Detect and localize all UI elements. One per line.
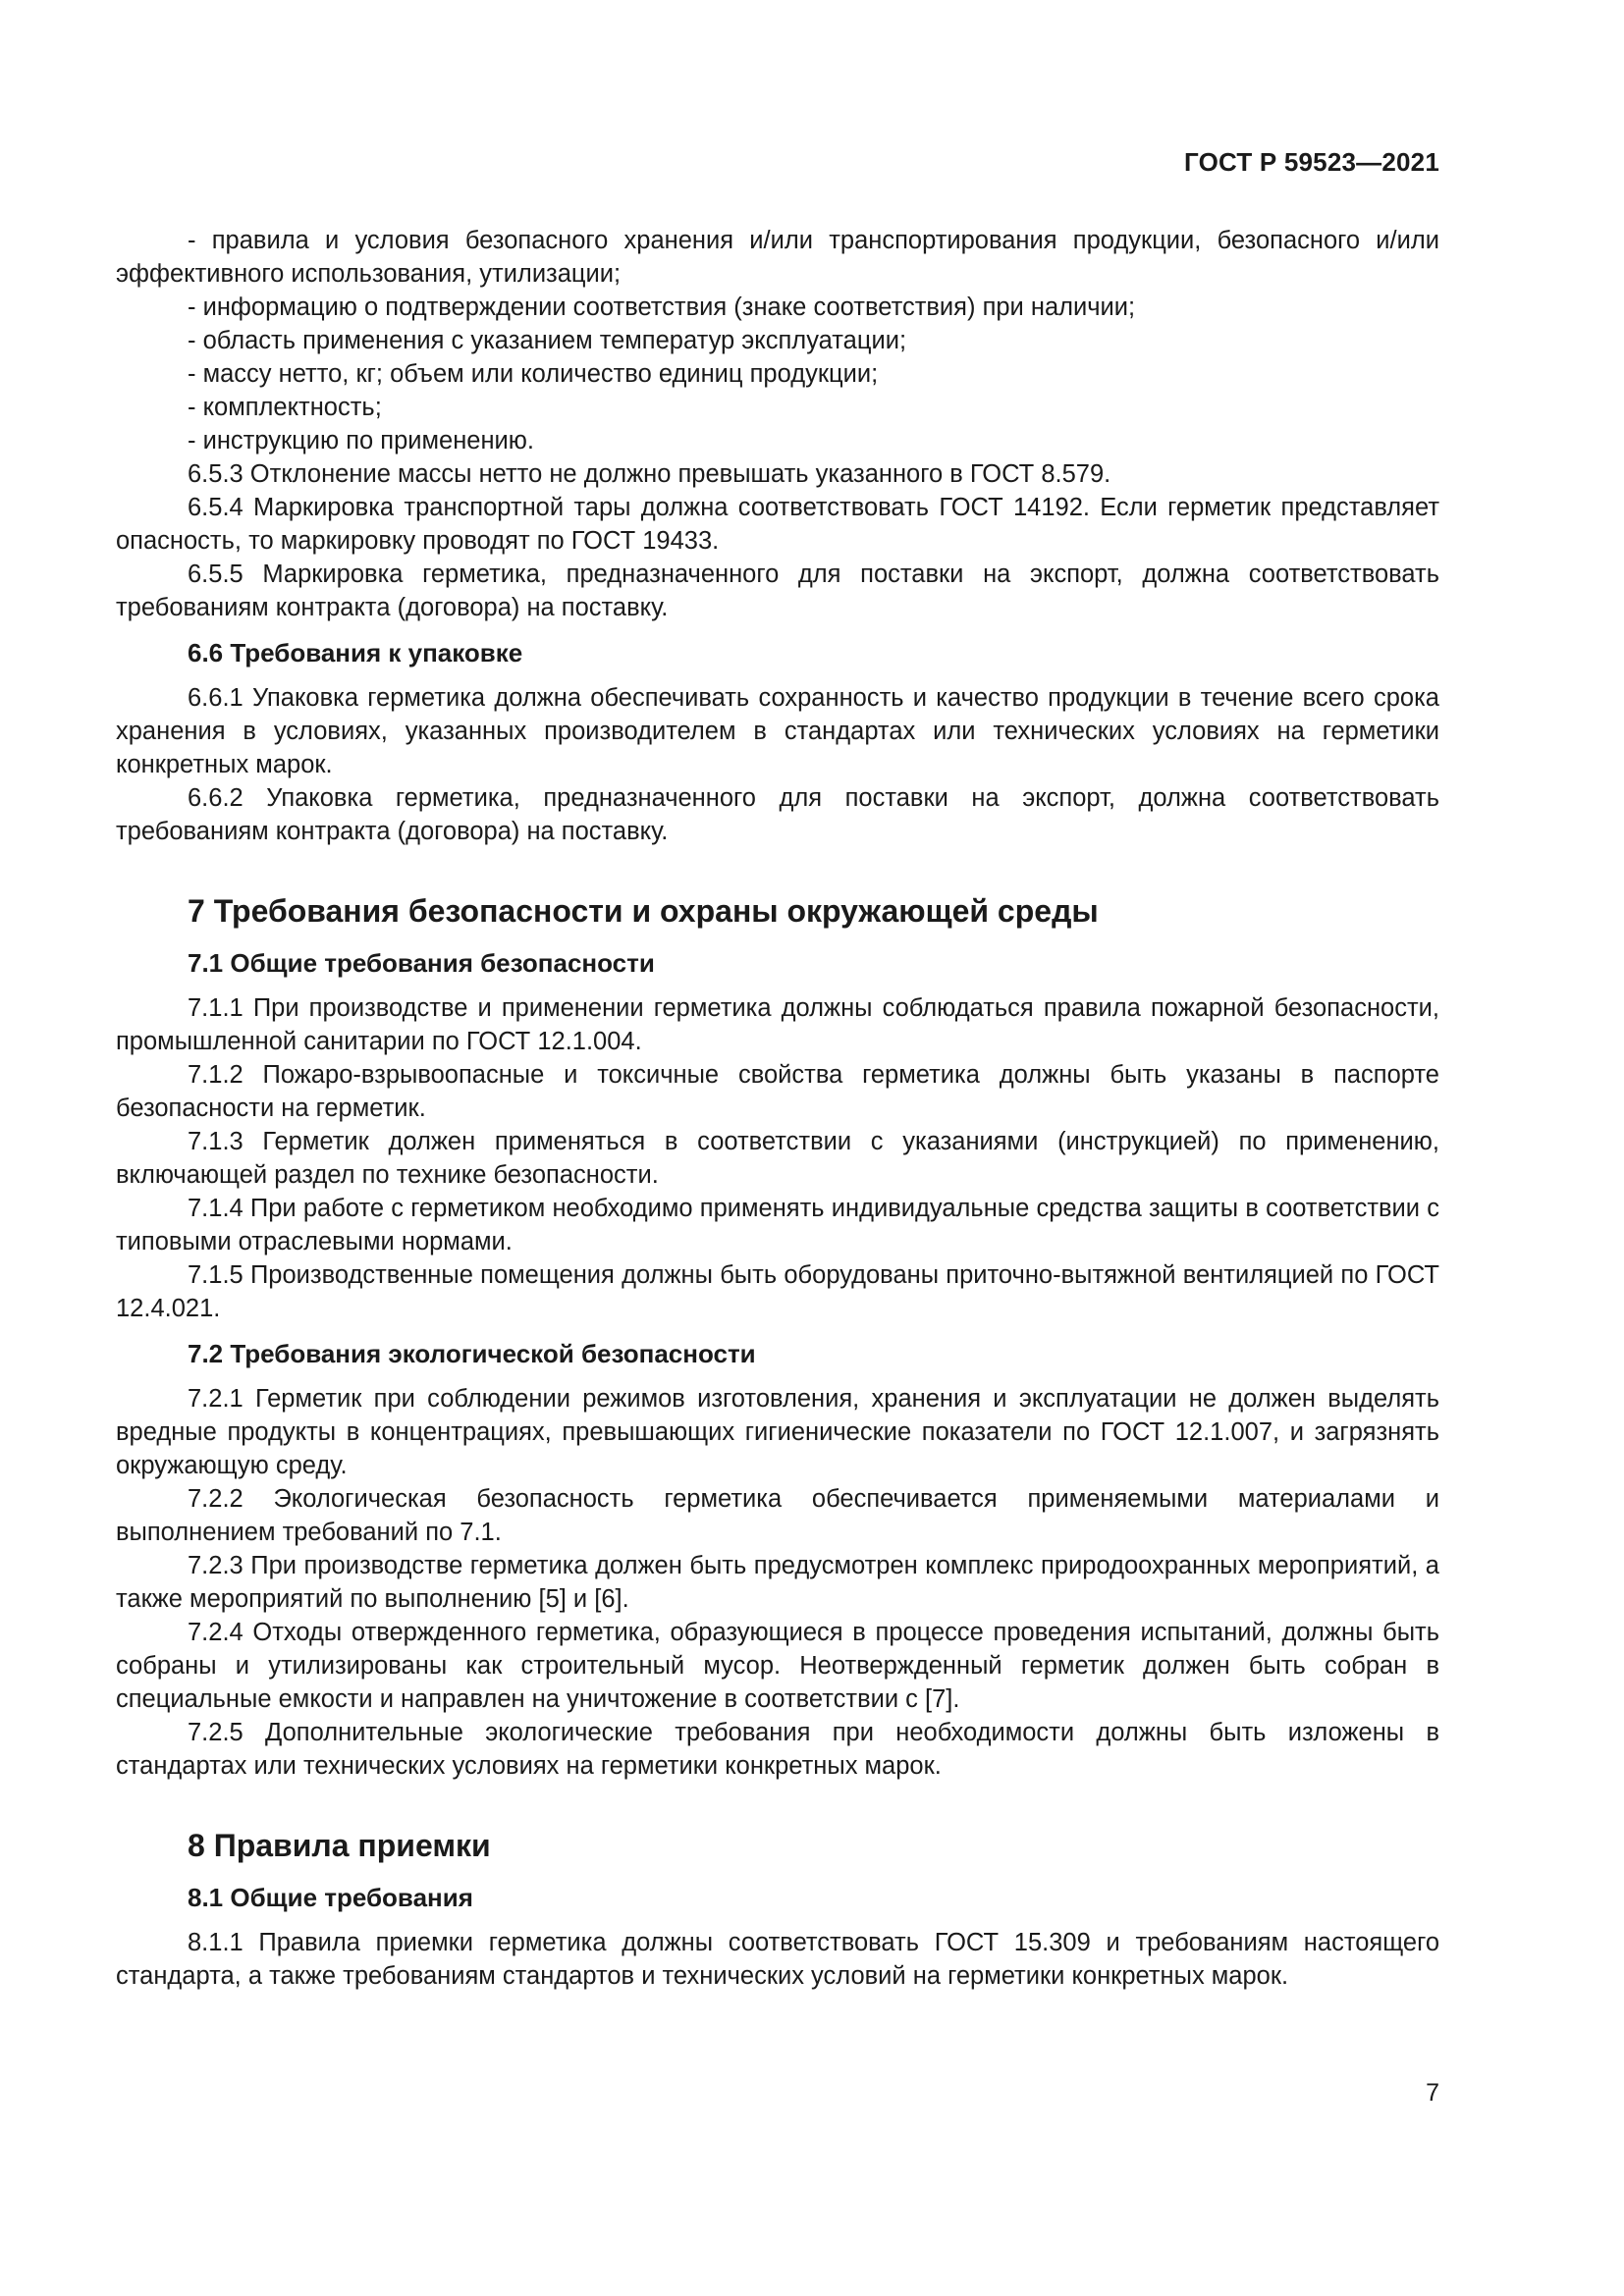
list-item: - комплектность; [188,394,382,421]
list-item: - информацию о подтверждении соответствия (знаке соответствия) при наличии; [188,294,1136,321]
paragraph: 7.2.5 Дополнительные экологические требования при необходимости должны быть изложены в стандартах или технических условиях на герметики конкретных марок. [116,1719,1439,1780]
list-item: - массу нетто, кг; объем или количество единиц продукции; [188,360,879,388]
paragraph: 6.5.3 Отклонение массы нетто не должно превышать указанного в ГОСТ 8.579. [188,460,1111,488]
paragraph: 7.1.1 При производстве и применении герметика должны соблюдаться правила пожарной безопасности, промышленной санитарии по ГОСТ 12.1.004. [116,994,1439,1055]
section-heading: 8 Правила приемки [188,1828,491,1863]
paragraph: 7.1.4 При работе с герметиком необходимо применять индивидуальные средства защиты в соответствии с типовыми отраслевыми нормами. [116,1195,1439,1255]
paragraph: 7.1.5 Производственные помещения должны быть оборудованы приточно-вытяжной вентиляцией по ГОСТ 12.4.021. [116,1261,1439,1322]
subsection-heading: 7.1 Общие требования безопасности [188,948,655,978]
paragraph: 7.2.2 Экологическая безопасность герметика обеспечивается применяемыми материалами и выполнением требований по 7.1. [116,1485,1439,1546]
paragraph: 6.5.4 Маркировка транспортной тары должна соответствовать ГОСТ 14192. Если герметик представляет опасность, то маркировку проводят по ГОСТ 19433. [116,494,1439,555]
list-item: - правила и условия безопасного хранения и/или транспортирования продукции, безопасного и/или эффективного использования, утилизации; [116,227,1439,288]
paragraph: 6.6.1 Упаковка герметика должна обеспечивать сохранность и качество продукции в течение всего срока хранения в условиях, указанных производителем в стандартах или технических условиях на герметики конкретных марок. [116,684,1439,778]
paragraph: 7.2.3 При производстве герметика должен быть предусмотрен комплекс природоохранных мероприятий, а также мероприятий по выполнению [5] и [6]. [116,1552,1439,1613]
page-number: 7 [1426,2079,1439,2107]
list-item: - инструкцию по применению. [188,427,535,454]
paragraph: 6.6.2 Упаковка герметика, предназначенного для поставки на экспорт, должна соответствовать требованиям контракта (договора) на поставку. [116,784,1439,845]
subsection-heading: 8.1 Общие требования [188,1883,473,1912]
paragraph: 7.2.4 Отходы отвержденного герметика, образующиеся в процессе проведения испытаний, должны быть собраны и утилизированы как строительный мусор. Неотвержденный герметик должен быть собран в специальные емкости и направлен на уничтожение в соответствии с [7]. [116,1619,1439,1713]
section-heading: 7 Требования безопасности и охраны окружающей среды [188,893,1099,929]
paragraph: 7.1.2 Пожаро-взрывоопасные и токсичные свойства герметика должны быть указаны в паспорте безопасности на герметик. [116,1061,1439,1122]
page-content [116,224,1439,1993]
paragraph: 7.1.3 Герметик должен применяться в соответствии с указаниями (инструкцией) по применению, включающей раздел по технике безопасности. [116,1128,1439,1189]
subsection-heading: 7.2 Требования экологической безопасности [188,1339,756,1368]
subsection-heading: 6.6 Требования к упаковке [188,638,523,667]
standard-header: ГОСТ Р 59523—2021 [1184,147,1439,177]
paragraph: 8.1.1 Правила приемки герметика должны соответствовать ГОСТ 15.309 и требованиям настоящего стандарта, а также требованиям стандартов и технических условий на герметики конкретных марок. [116,1929,1439,1990]
paragraph: 7.2.1 Герметик при соблюдении режимов изготовления, хранения и эксплуатации не должен выделять вредные продукты в концентрациях, превышающих гигиенические показатели по ГОСТ 12.1.007, и загрязнять окружающую среду. [116,1385,1439,1479]
paragraph: 6.5.5 Маркировка герметика, предназначенного для поставки на экспорт, должна соответствовать требованиям контракта (договора) на поставку. [116,561,1439,621]
list-item: - область применения с указанием температур эксплуатации; [188,327,907,354]
